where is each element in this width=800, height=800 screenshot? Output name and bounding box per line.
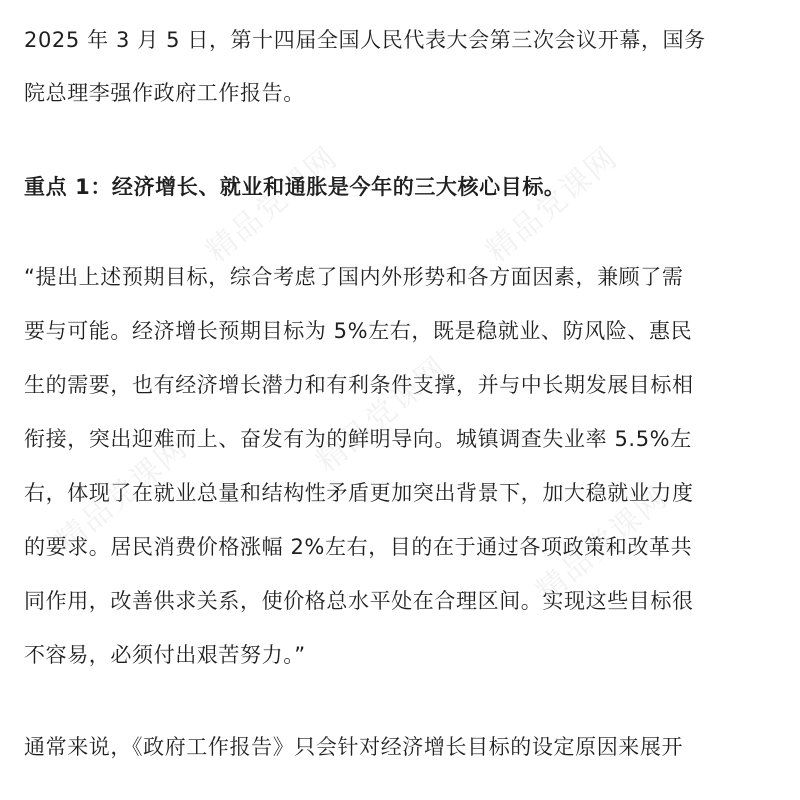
watermark: 精品党课网 bbox=[309, 349, 455, 480]
quote-line-1: “提出上述预期目标，综合考虑了国内外形势和各方面因素，兼顾了需 bbox=[24, 265, 684, 289]
quote-line-6: 的要求。居民消费价格涨幅 2%左右，目的在于通过各项政策和改革共 bbox=[24, 535, 693, 559]
intro-line-1: 2025 年 3 月 5 日，第十四届全国人民代表大会第三次会议开幕，国务 bbox=[24, 28, 706, 52]
watermark: 精品党课网 bbox=[479, 139, 625, 270]
section-heading: 重点 1：经济增长、就业和通胀是今年的三大核心目标。 bbox=[24, 175, 566, 199]
quote-line-8: 不容易，必须付出艰苦努力。” bbox=[24, 643, 306, 667]
intro-line-2: 院总理李强作政府工作报告。 bbox=[24, 81, 305, 105]
watermark: 精品党课网 bbox=[49, 429, 195, 560]
quote-line-2: 要与可能。经济增长预期目标为 5%左右，既是稳就业、防风险、惠民 bbox=[24, 319, 693, 343]
watermark: 精品党课网 bbox=[199, 139, 345, 270]
quote-line-3: 生的需要，也有经济增长潜力和有利条件支撑，并与中长期发展目标相 bbox=[24, 373, 694, 397]
quote-line-7: 同作用，改善供求关系，使价格总水平处在合理区间。实现这些目标很 bbox=[24, 589, 694, 613]
watermark: 精品党课网 bbox=[529, 479, 675, 610]
quote-line-5: 右，体现了在就业总量和结构性矛盾更加突出背景下，加大稳就业力度 bbox=[24, 481, 694, 505]
quote-line-4: 衔接，突出迎难而上、奋发有为的鲜明导向。城镇调查失业率 5.5%左 bbox=[24, 427, 692, 451]
final-paragraph-line: 通常来说，《政府工作报告》只会针对经济增长目标的设定原因来展开 bbox=[24, 735, 684, 759]
